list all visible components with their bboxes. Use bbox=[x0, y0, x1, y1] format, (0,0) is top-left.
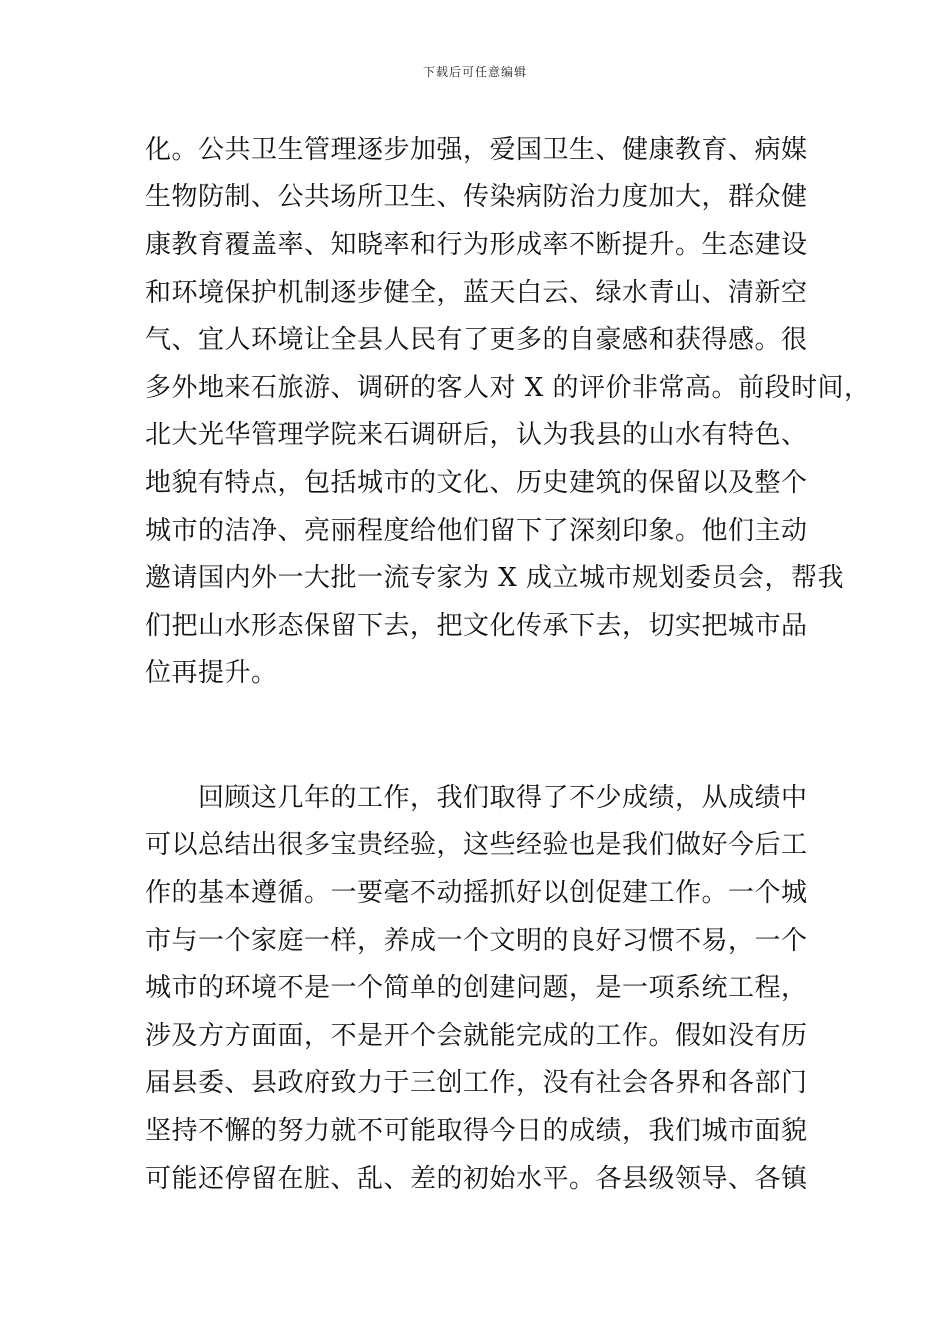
text-line: 可能还停留在脏、乱、差的初始水平。各县级领导、各镇 bbox=[145, 1164, 808, 1194]
text-line: 北大光华管理学院来石调研后，认为我县的山水有特色、 bbox=[145, 420, 808, 450]
text-line-indented: 回顾这几年的工作，我们取得了不少成绩，从成绩中 bbox=[198, 783, 808, 813]
page-header: 下载后可任意编辑 bbox=[422, 65, 527, 79]
text-line: 气、宜人环境让全县人民有了更多的自豪感和获得感。很 bbox=[145, 325, 808, 355]
text-line: 化。公共卫生管理逐步加强，爱国卫生、健康教育、病媒 bbox=[145, 135, 808, 165]
text-line: 城市的洁净、亮丽程度给他们留下了深刻印象。他们主动 bbox=[145, 516, 808, 546]
text-line: 涉及方方面面，不是开个会就能完成的工作。假如没有历 bbox=[145, 1021, 808, 1051]
text-line: 多外地来石旅游、调研的客人对 X 的评价非常高。前段时间， bbox=[145, 373, 871, 403]
text-line: 位再提升。 bbox=[145, 658, 278, 688]
text-line: 康教育覆盖率、知晓率和行为形成率不断提升。生态建设 bbox=[145, 230, 808, 260]
text-line: 邀请国内外一大批一流专家为 X 成立城市规划委员会，帮我 bbox=[145, 563, 845, 593]
text-line: 市与一个家庭一样，养成一个文明的良好习惯不易，一个 bbox=[145, 926, 808, 956]
text-line: 可以总结出很多宝贵经验，这些经验也是我们做好今后工 bbox=[145, 830, 808, 860]
text-line: 生物防制、公共场所卫生、传染病防治力度加大，群众健 bbox=[145, 182, 808, 212]
text-line: 城市的环境不是一个简单的创建问题，是一项系统工程， bbox=[145, 973, 808, 1003]
text-line: 届县委、县政府致力于三创工作，没有社会各界和各部门 bbox=[145, 1068, 808, 1098]
text-line: 坚持不懈的努力就不可能取得今日的成绩，我们城市面貌 bbox=[145, 1116, 808, 1146]
text-line: 作的基本遵循。一要毫不动摇抓好以创促建工作。一个城 bbox=[145, 878, 808, 908]
text-line: 地貌有特点，包括城市的文化、历史建筑的保留以及整个 bbox=[145, 468, 808, 498]
text-line: 们把山水形态保留下去，把文化传承下去，切实把城市品 bbox=[145, 611, 808, 641]
text-line: 和环境保护机制逐步健全，蓝天白云、绿水青山、清新空 bbox=[145, 278, 808, 308]
